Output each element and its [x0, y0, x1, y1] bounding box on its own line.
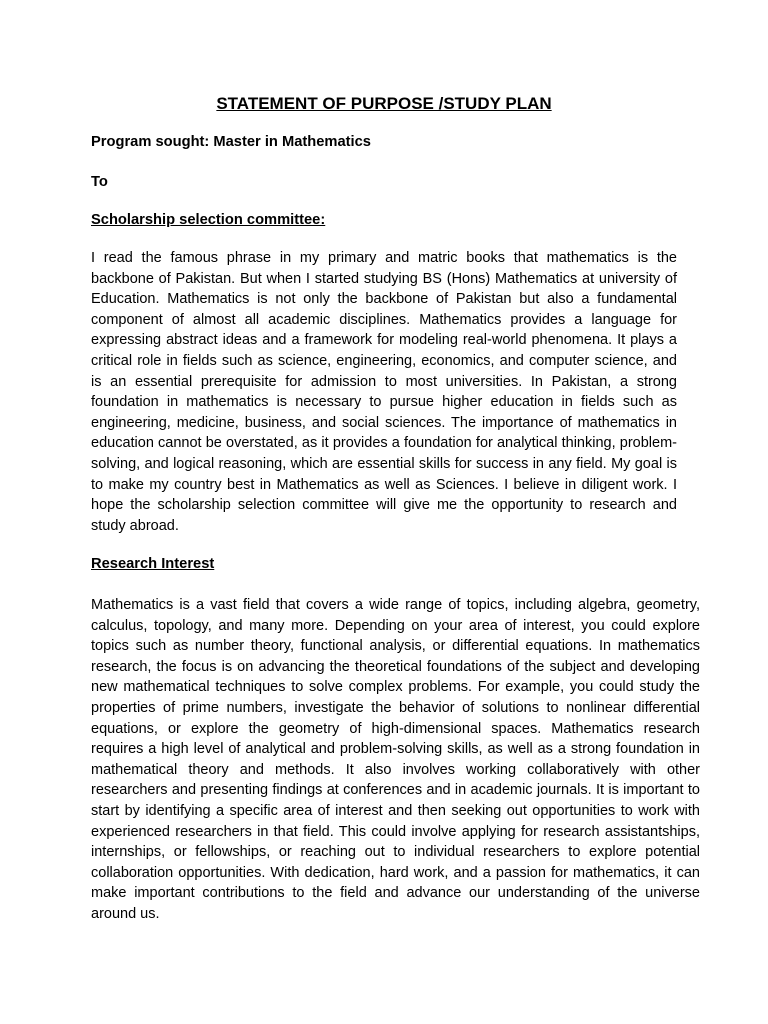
program-sought-line: Program sought: Master in Mathematics — [91, 134, 371, 150]
committee-heading: Scholarship selection committee: — [91, 212, 326, 228]
salutation-to: To — [91, 174, 108, 190]
research-paragraph: Mathematics is a vast field that covers a wide range of topics, including algebra, geometry, calculus, topology, and many more. Depending on your area of interest, you could explore topics such as number theory, functional analysis, or differential equations. In mathematics research, the focus is on advancing the theoretical foundations of the subject and developing new mathematical techniques to solve complex problems. For example, you could study the properties of prime numbers, investigate the behavior of solutions to nonlinear differential equations, or explore the geometry of high-dimensional spaces. Mathematics research requires a high level of analytical and problem-solving skills, as well as a strong foundation in mathematical theory and methods. It also involves working collaboratively with other researchers and presenting findings at conferences and in academic journals. It is important to start by identifying a specific area of interest and then seeking out opportunities to work with experienced researchers in that field. This could involve applying for research assistantships, internships, or fellowships, or reaching out to individual researchers to explore potential collaboration opportunities. With dedication, hard work, and a passion for mathematics, it can make important contributions to the field and advance our understanding of the universe around us. — [91, 597, 700, 922]
document-title: STATEMENT OF PURPOSE /STUDY PLAN — [216, 94, 552, 113]
research-interest-heading: Research Interest — [91, 556, 215, 572]
intro-paragraph: I read the famous phrase in my primary and matric books that mathematics is the backbone of Pakistan. But when I started studying BS (Hons) Mathematics at university of Education. Mathematics is not only the backbone of Pakistan but also a fundamental component of almost all academic disciplines. Mathematics provides a language for expressing abstract ideas and a framework for modeling real-world phenomena. It plays a critical role in fields such as science, engineering, economics, and computer science, and is an essential prerequisite for admission to most universities. In Pakistan, a strong foundation in mathematics is necessary to pursue higher education in fields such as engineering, medicine, business, and social sciences. The importance of mathematics in education cannot be overstated, as it provides a foundation for analytical thinking, problem-solving, and logical reasoning, which are essential skills for success in any field. My goal is to make my country best in Mathematics as well as Sciences. I believe in diligent work. I hope the scholarship selection committee will give me the opportunity to research and study abroad. — [91, 250, 677, 534]
